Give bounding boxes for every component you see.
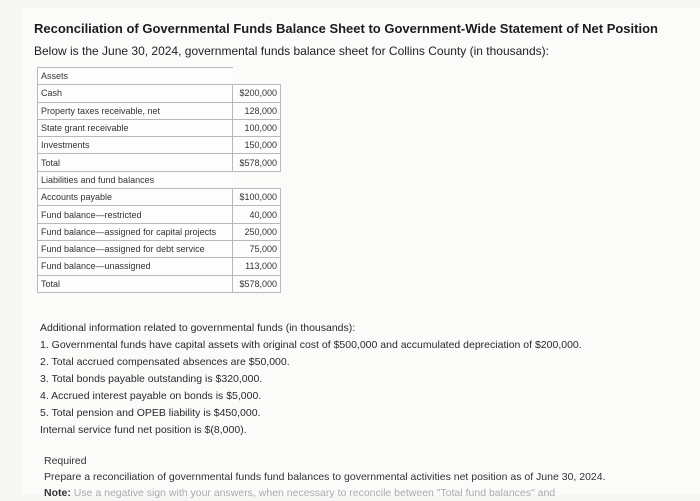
table-row [38, 119, 281, 136]
row-amount: $578,000 [233, 154, 281, 171]
row-label: Total [38, 275, 233, 292]
table-row [38, 206, 281, 223]
table-row [38, 189, 281, 206]
table-row [38, 102, 281, 119]
additional-info [40, 320, 582, 439]
table-row [38, 258, 281, 275]
row-label: State grant receivable [38, 119, 233, 136]
row-label: Fund balance—assigned for debt service [38, 240, 233, 257]
list-item: 2. Total accrued compensated absences are $50,000. [40, 356, 290, 368]
table-row [38, 275, 281, 292]
row-label: Fund balance—assigned for capital projects [38, 223, 233, 240]
row-label: Fund balance—unassigned [38, 258, 233, 275]
table-row [38, 171, 281, 188]
row-label: Fund balance—restricted [38, 206, 233, 223]
note-line [44, 485, 606, 501]
balance-sheet-table [37, 67, 281, 293]
row-label: Investments [38, 137, 233, 154]
required-heading: Required [44, 455, 87, 467]
intro-text: Below is the June 30, 2024, governmental funds balance sheet for Collins County (in thousands): [34, 44, 549, 58]
row-amount: $100,000 [233, 189, 281, 206]
row-label: Accounts payable [38, 189, 233, 206]
row-amount: 100,000 [233, 119, 281, 136]
table-row [38, 240, 281, 257]
table-row [38, 85, 281, 102]
row-amount: $578,000 [233, 275, 281, 292]
row-amount: $200,000 [233, 85, 281, 102]
table-row [38, 154, 281, 171]
document-page [22, 8, 700, 499]
row-amount: 40,000 [233, 206, 281, 223]
list-item: 4. Accrued interest payable on bonds is $5,000. [40, 390, 262, 402]
list-item: Internal service fund net position is $(8,000). [40, 424, 247, 436]
note-label: Note: [44, 487, 71, 499]
assets-header: Assets [38, 68, 233, 85]
additional-info-heading: Additional information related to governmental funds (in thousands): [40, 322, 356, 334]
table-row [38, 68, 281, 85]
table-row [38, 223, 281, 240]
row-amount: 150,000 [233, 137, 281, 154]
row-amount: 128,000 [233, 102, 281, 119]
row-amount: 113,000 [233, 258, 281, 275]
page-title: Reconciliation of Governmental Funds Balance Sheet to Government-Wide Statement of Net Position [34, 21, 658, 36]
row-label: Total [38, 154, 233, 171]
required-section [44, 453, 606, 501]
table-row [38, 137, 281, 154]
list-item: 3. Total bonds payable outstanding is $320,000. [40, 373, 263, 385]
required-text: Prepare a reconciliation of governmental funds fund balances to governmental activities net position as of June 30, 2024. [44, 471, 606, 483]
row-amount: 75,000 [233, 240, 281, 257]
note-text: Use a negative sign with your answers, when necessary to reconcile between "Total fund balances" and [73, 487, 556, 499]
list-item: 5. Total pension and OPEB liability is $450,000. [40, 407, 261, 419]
row-label: Property taxes receivable, net [38, 102, 233, 119]
row-label: Cash [38, 85, 233, 102]
row-amount: 250,000 [233, 223, 281, 240]
liabilities-header: Liabilities and fund balances [38, 171, 233, 188]
list-item: 1. Governmental funds have capital assets with original cost of $500,000 and accumulated depreciation of $200,000. [40, 339, 582, 351]
